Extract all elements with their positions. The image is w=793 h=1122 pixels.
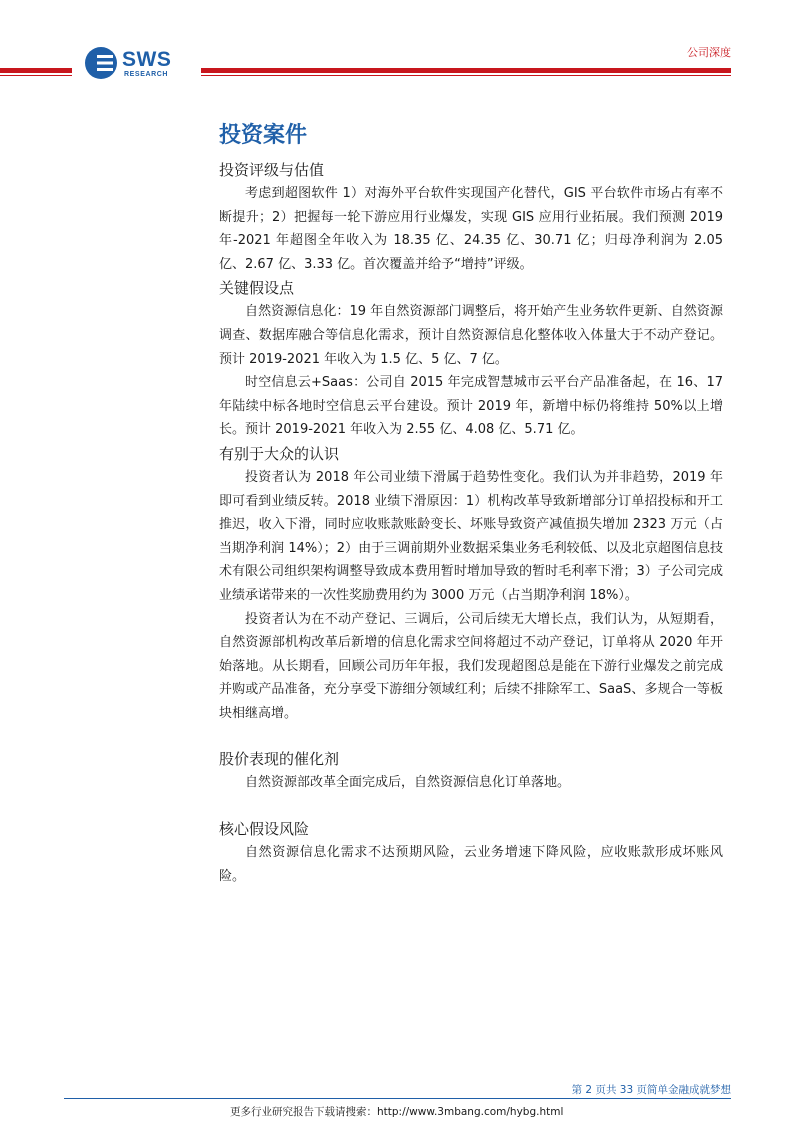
report-content <box>219 120 723 888</box>
section-heading: 股价表现的催化剂 <box>219 750 340 769</box>
paragraph: 自然资源信息化需求不达预期风险，云业务增速下降风险，应收账款形成坏账风险。 <box>219 845 723 884</box>
page-title: 投资案件 <box>219 123 308 148</box>
header-rule-left-thin <box>0 75 72 76</box>
paragraph: 考虑到超图软件 1）对海外平台软件实现国产化替代，GIS 平台软件市场占有率不断提升；2）把握每一轮下游应用行业爆发，实现 GIS 应用行业拓展。我们预测 2019年-2021 年超图全年收入为 18.35 亿、24.35 亿、30.71 亿；归母净利润为 2.05 亿、2.67 亿、3.33 亿。首次覆盖并给予“增持”评级。 <box>219 186 723 272</box>
footer-more-link[interactable]: 更多行业研究报告下载请搜索：http://www.3mbang.com/hybg.html <box>230 1106 564 1118</box>
paragraph: 自然资源信息化：19 年自然资源部门调整后，将开始产生业务软件更新、自然资源调查、数据库融合等信息化需求，预计自然资源信息化整体收入体量大于不动产登记。预计 2019-2021 年收入为 1.5 亿、5 亿、7 亿。 <box>219 304 723 367</box>
footer-page-info: 第 2 页共 33 页简单金融成就梦想 <box>571 1084 731 1096</box>
sws-logo-mark-icon <box>84 46 118 80</box>
paragraph: 投资者认为在不动产登记、三调后，公司后续无大增长点，我们认为，从短期看，自然资源部机构改革后新增的信息化需求空间将超过不动产登记，订单将从 2020 年开始落地。从长期看，回顾公司历年年报，我们发现超图总是能在下游行业爆发之前完成并购或产品准备，充分享受下游细分领域红利；后续不排除军工、SaaS、多规合一等板块相继高增。 <box>219 611 723 721</box>
paragraph: 自然资源部改革全面完成后，自然资源信息化订单落地。 <box>245 775 571 791</box>
footer-rule <box>64 1098 731 1099</box>
logo-subtitle: RESEARCH <box>124 71 169 78</box>
header-rule-right <box>201 68 731 73</box>
section-heading: 关键假设点 <box>219 279 295 298</box>
header-label: 公司深度 <box>687 46 731 59</box>
paragraph: 时空信息云+Saas：公司自 2015 年完成智慧城市云平台产品准备起，在 16、17 年陆续中标各地时空信息云平台建设。预计 2019 年，新增中标仍将维持 50%以上增长。预计 2019-2021 年收入为 2.55 亿、4.08 亿、5.71 亿。 <box>219 375 723 438</box>
section-heading: 投资评级与估值 <box>219 161 325 179</box>
logo-wordmark: SWS <box>122 48 172 71</box>
header-rule-left <box>0 68 72 73</box>
sws-logo <box>84 46 184 82</box>
section-heading: 核心假设风险 <box>219 820 310 839</box>
section-spacer <box>219 725 723 747</box>
header-rule-right-thin <box>201 75 731 76</box>
section-heading: 有别于大众的认识 <box>219 444 340 463</box>
section-spacer <box>219 795 723 817</box>
paragraph: 投资者认为 2018 年公司业绩下滑属于趋势性变化。我们认为并非趋势，2019 年即可看到业绩反转。2018 业绩下滑原因：1）机构改革导致新增部分订单招投标和开工推迟，收入下滑，同时应收账款账龄变长、坏账导致资产减值损失增加 2323 万元（占当期净利润 14%）；2）由于三调前期外业数据采集业务毛利较低、以及北京超图信息技术有限公司组织架构调整导致成本费用暂时增加导致的暂时毛利率下滑；3）子公司完成业绩承诺带来的一次性奖励费用约为 3000 万元（占当期净利润 18%）。 <box>219 469 723 603</box>
